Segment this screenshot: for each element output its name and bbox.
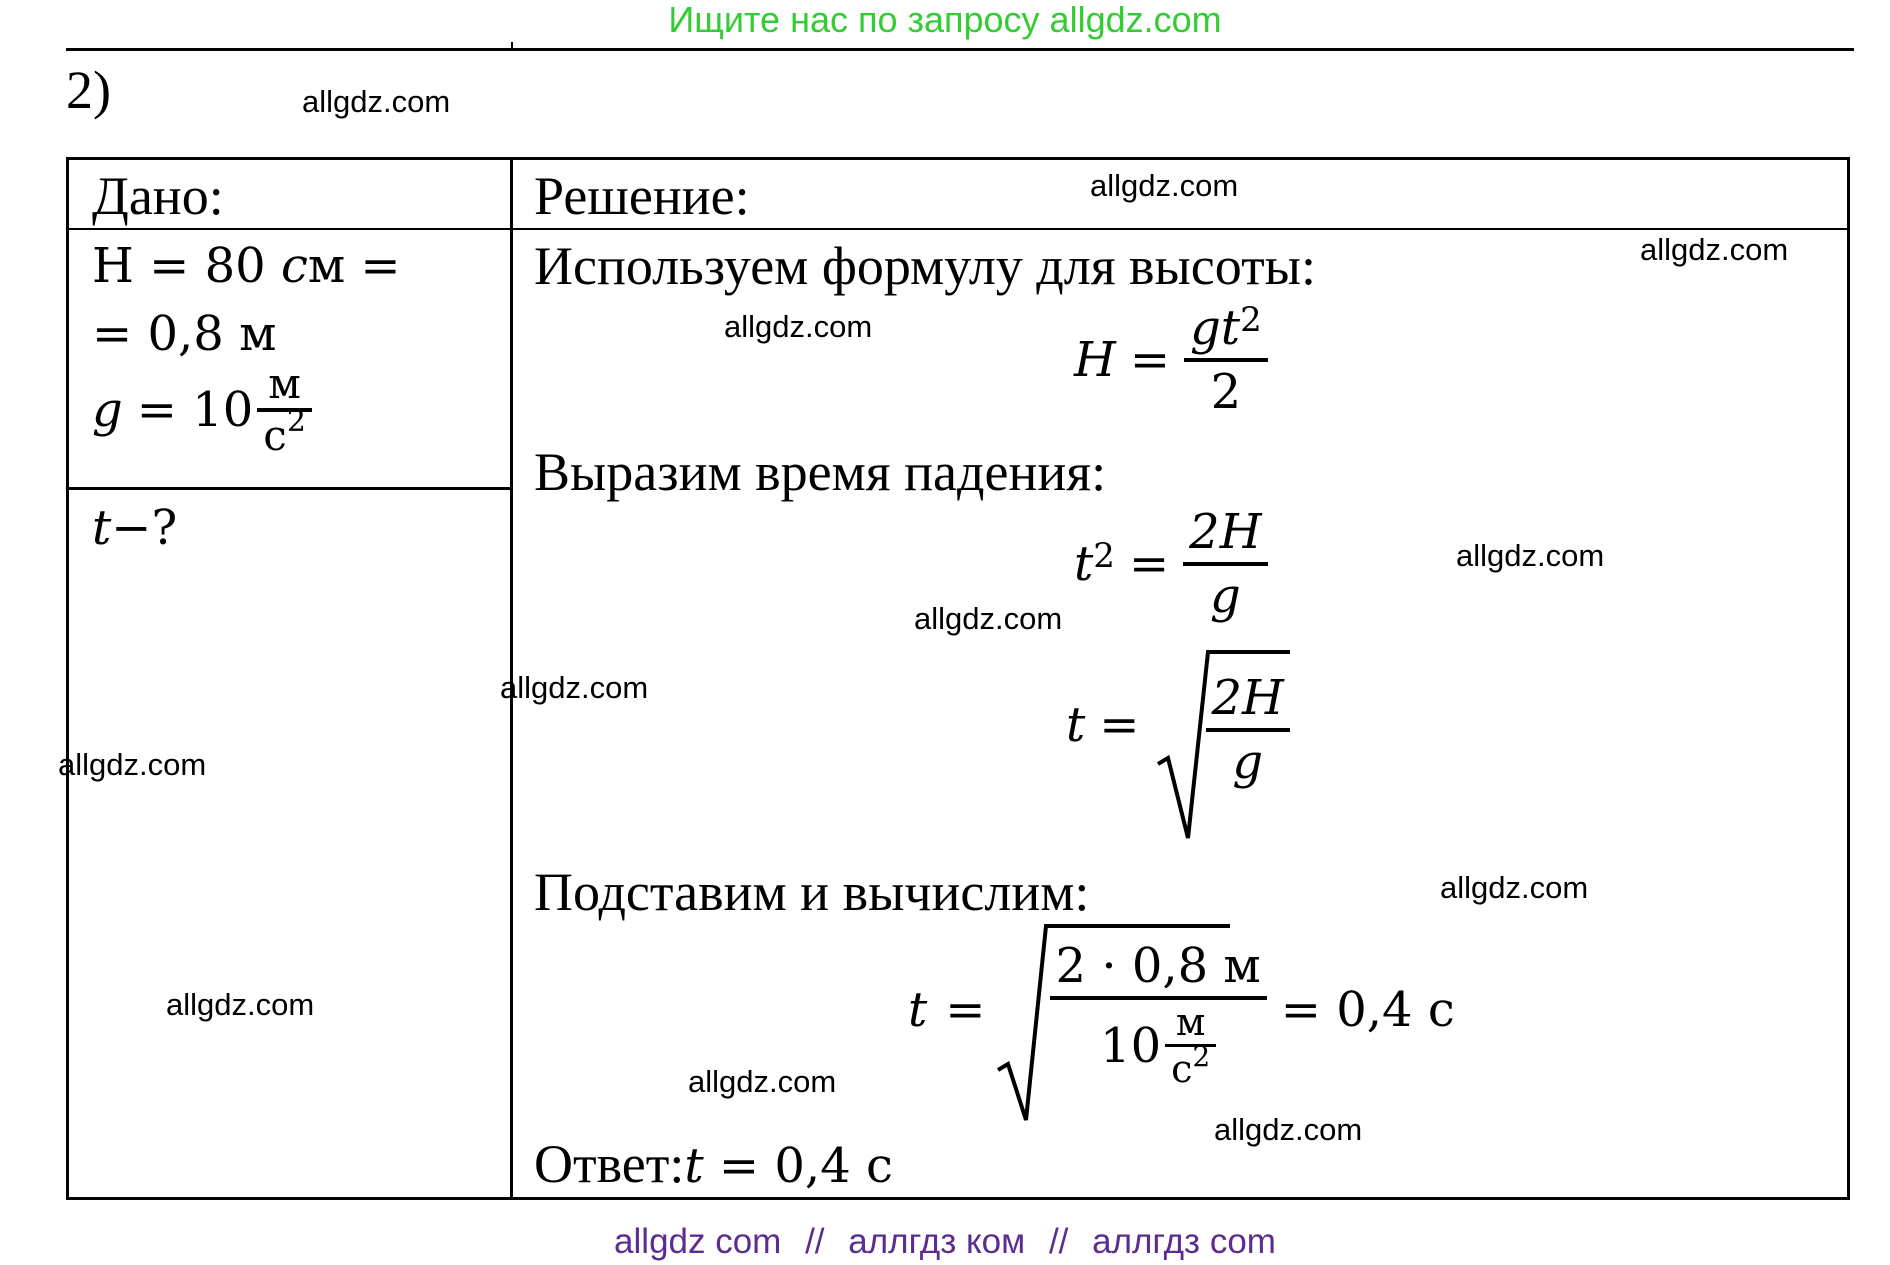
problem-number: 2) (66, 60, 111, 120)
formula-time-root-eq: = (1099, 697, 1140, 753)
formula-calculation-num: 2 · 0,8 м (1055, 938, 1261, 994)
sqrt-sign (1154, 660, 1290, 790)
formula-calculation-den-unit (1165, 1002, 1216, 1089)
given-gravity-unit (257, 359, 312, 460)
fraction-bar (1183, 562, 1267, 566)
formula-time-root-lhs: t (1066, 697, 1086, 753)
footer-separator: // (805, 1222, 825, 1261)
fraction-bar (1050, 996, 1267, 1000)
watermark: allgdz.com (1640, 232, 1789, 267)
den-unit-den (1165, 1040, 1216, 1091)
formula-time-squared-lhs (1074, 536, 1115, 592)
solution-header: Решение: (534, 166, 750, 226)
watermark: allgdz.com (302, 84, 451, 119)
given-find-divider (66, 487, 512, 490)
find-unknown (92, 500, 177, 556)
formula-time-squared-num: 2H (1189, 504, 1262, 560)
formula-height-num-exp: 2 (1240, 300, 1262, 340)
table-header-divider (66, 228, 1850, 230)
footer-banner[interactable] (0, 1222, 1890, 1262)
formula-calculation-result: = 0,4 с (1280, 981, 1455, 1038)
top-banner[interactable]: Ищите нас по запросу allgdz.com (668, 0, 1222, 40)
formula-time-squared-fraction (1183, 504, 1267, 624)
watermark: allgdz.com (500, 670, 649, 705)
formula-time-squared-exp: 2 (1093, 536, 1115, 576)
given-gravity-unit-den (257, 404, 312, 460)
unit-seconds: с (263, 411, 287, 460)
watermark: allgdz.com (1214, 1112, 1363, 1147)
find-var: t (92, 500, 112, 556)
footer-separator: // (1048, 1222, 1069, 1261)
footer-link-allgdz-com-mixed[interactable]: аллгдз com (1092, 1222, 1276, 1261)
watermark: allgdz.com (1090, 168, 1239, 203)
answer-value: = 0,4 с (703, 1138, 893, 1194)
watermark: allgdz.com (166, 987, 315, 1022)
formula-height-num-var: gt (1190, 300, 1241, 356)
formula-height-fraction (1184, 300, 1268, 420)
answer-var: t (684, 1138, 704, 1194)
step-formula-height: Используем формулу для высоты: (534, 236, 1316, 296)
den-unit-seconds: с (1171, 1047, 1193, 1091)
formula-calculation-fraction (1050, 938, 1267, 1089)
footer-link-allgdz-kom[interactable]: аллгдз ком (848, 1222, 1026, 1261)
watermark: allgdz.com (688, 1064, 837, 1099)
top-rule (66, 48, 1854, 51)
given-gravity (92, 359, 312, 460)
given-height-unit-rest: м = (307, 238, 401, 294)
formula-time-squared-var: t (1074, 536, 1094, 592)
formula-height-eq: = (1129, 332, 1171, 388)
formula-calculation-den (1094, 1002, 1222, 1089)
unit-exponent: 2 (286, 404, 306, 439)
formula-height-lhs: H (1074, 332, 1116, 388)
footer-link-allgdz-com[interactable]: allgdz com (614, 1222, 782, 1261)
step-substitute: Подставим и вычислим: (534, 862, 1090, 922)
formula-time-root-num: 2H (1211, 670, 1284, 726)
given-height-value: H = 80 (92, 238, 281, 294)
given-header: Дано: (92, 166, 224, 226)
formula-time-squared-den: g (1209, 568, 1241, 624)
sqrt-sign-calc (1004, 930, 1267, 1089)
formula-height (1074, 300, 1268, 420)
watermark: allgdz.com (914, 601, 1063, 636)
given-height-converted: = 0,8 м (92, 306, 277, 362)
watermark: allgdz.com (1456, 538, 1605, 573)
given-gravity-eq: = 10 (136, 382, 254, 438)
formula-calculation-lhs: t (908, 981, 928, 1038)
step-express-time: Выразим время падения: (534, 442, 1107, 502)
given-gravity-var: g (92, 382, 123, 438)
formula-time-root-fraction (1206, 670, 1290, 790)
formula-calculation (908, 930, 1455, 1089)
watermark: allgdz.com (724, 309, 873, 344)
formula-height-den: 2 (1210, 364, 1242, 420)
den-unit-num: м (1175, 1000, 1206, 1044)
fraction-bar (1184, 358, 1268, 362)
formula-calculation-den-coef: 10 (1100, 1017, 1162, 1074)
given-gravity-unit-num: м (268, 359, 301, 408)
top-rule-tick (511, 42, 513, 51)
given-height-unit-italic: с (280, 238, 308, 294)
formula-time-root-den: g (1232, 734, 1264, 790)
find-question: −? (111, 500, 178, 556)
formula-calculation-eq: = (945, 981, 986, 1038)
given-height (92, 238, 401, 294)
formula-time-squared (1074, 504, 1268, 624)
formula-time-squared-eq: = (1128, 536, 1170, 592)
watermark: allgdz.com (1440, 870, 1589, 905)
fraction-bar (1206, 728, 1290, 732)
formula-height-num (1184, 300, 1268, 356)
formula-time-root (1066, 660, 1290, 790)
answer (534, 1134, 893, 1194)
watermark: allgdz.com (58, 747, 207, 782)
answer-label: Ответ: (534, 1134, 685, 1194)
den-unit-exponent: 2 (1192, 1040, 1211, 1073)
